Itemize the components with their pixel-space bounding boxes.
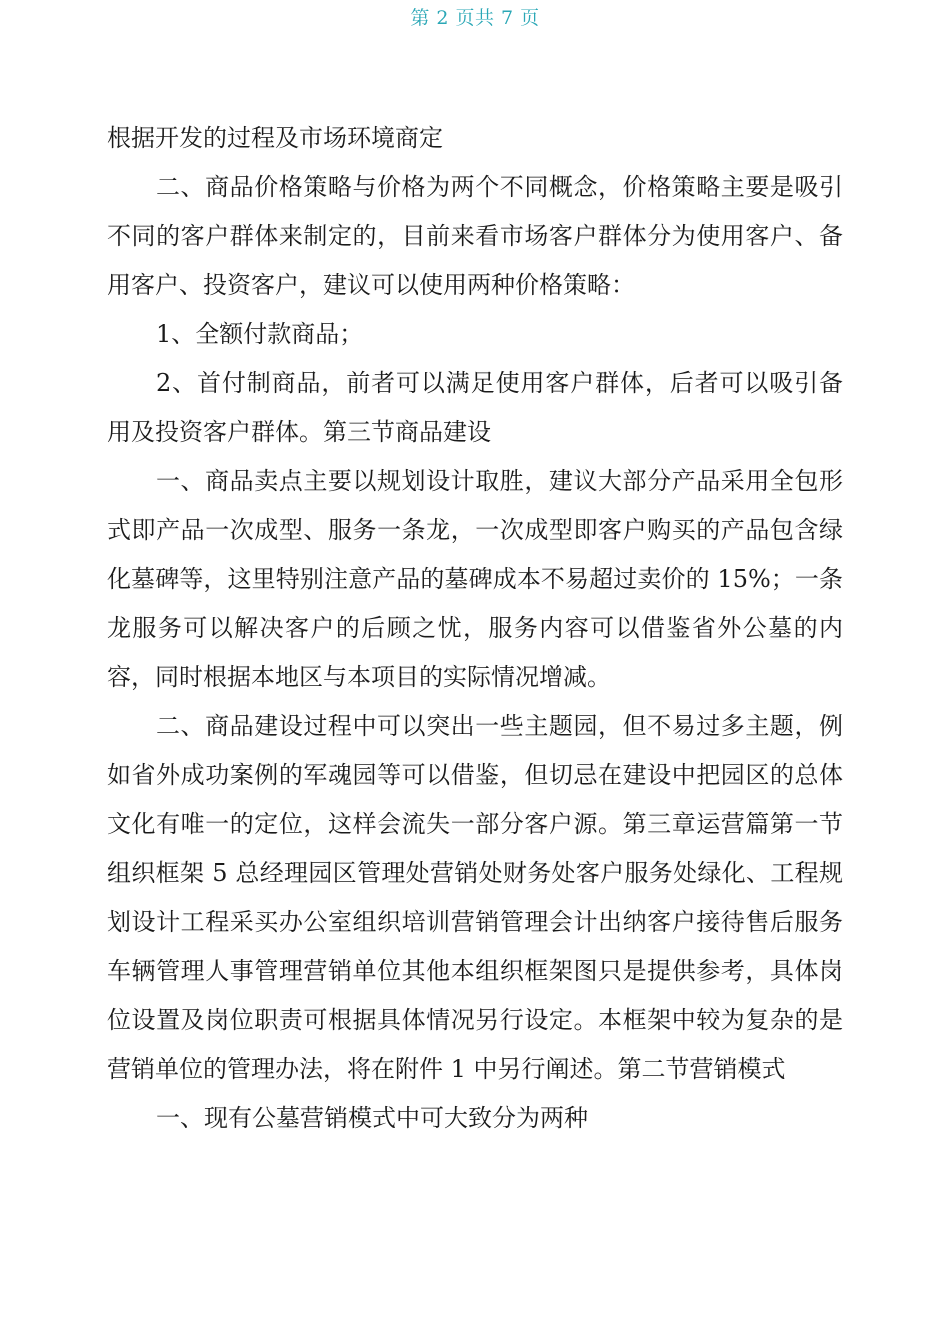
paragraph-selling-points: 一、商品卖点主要以规划设计取胜，建议大部分产品采用全包形式即产品一次成型、服务一条龙，一次成型即客户购买的产品包含绿化墓碑等，这里特别注意产品的墓碑成本不易超过卖价的 15%；一条龙服务可以解决客户的后顾之忧，服务内容可以借鉴省外公墓的内容，同时根据本地区与本项目的实际情况增减。 — [107, 467, 843, 691]
paragraph-continuation: 根据开发的过程及市场环境商定 — [107, 124, 443, 152]
document-body — [107, 114, 843, 1143]
paragraph-down-payment: 2、首付制商品，前者可以满足使用客户群体，后者可以吸引备用及投资客户群体。第三节商品建设 — [107, 369, 843, 446]
paragraph-full-payment: 1、全额付款商品； — [156, 320, 364, 348]
paragraph-theme-parks: 二、商品建设过程中可以突出一些主题园，但不易过多主题，例如省外成功案例的军魂园等可以借鉴，但切忌在建设中把园区的总体文化有唯一的定位，这样会流失一部分客户源。第三章运营篇第一节组织框架 5 总经理园区管理处营销处财务处客户服务处绿化、工程规划设计工程采买办公室组织培训营销管理会计出纳客户接待售后服务车辆管理人事管理营销单位其他本组织框架图只是提供参考，具体岗位设置及岗位职责可根据具体情况另行设定。本框架中较为复杂的是营销单位的管理办法，将在附件 1 中另行阐述。第二节营销模式 — [107, 712, 843, 1083]
paragraph-price-strategy: 二、商品价格策略与价格为两个不同概念，价格策略主要是吸引不同的客户群体来制定的，目前来看市场客户群体分为使用客户、备用客户、投资客户，建议可以使用两种价格策略： — [107, 173, 843, 299]
page-indicator: 第 2 页共 7 页 — [410, 7, 540, 29]
paragraph-marketing-modes: 一、现有公墓营销模式中可大致分为两种 — [156, 1104, 588, 1132]
